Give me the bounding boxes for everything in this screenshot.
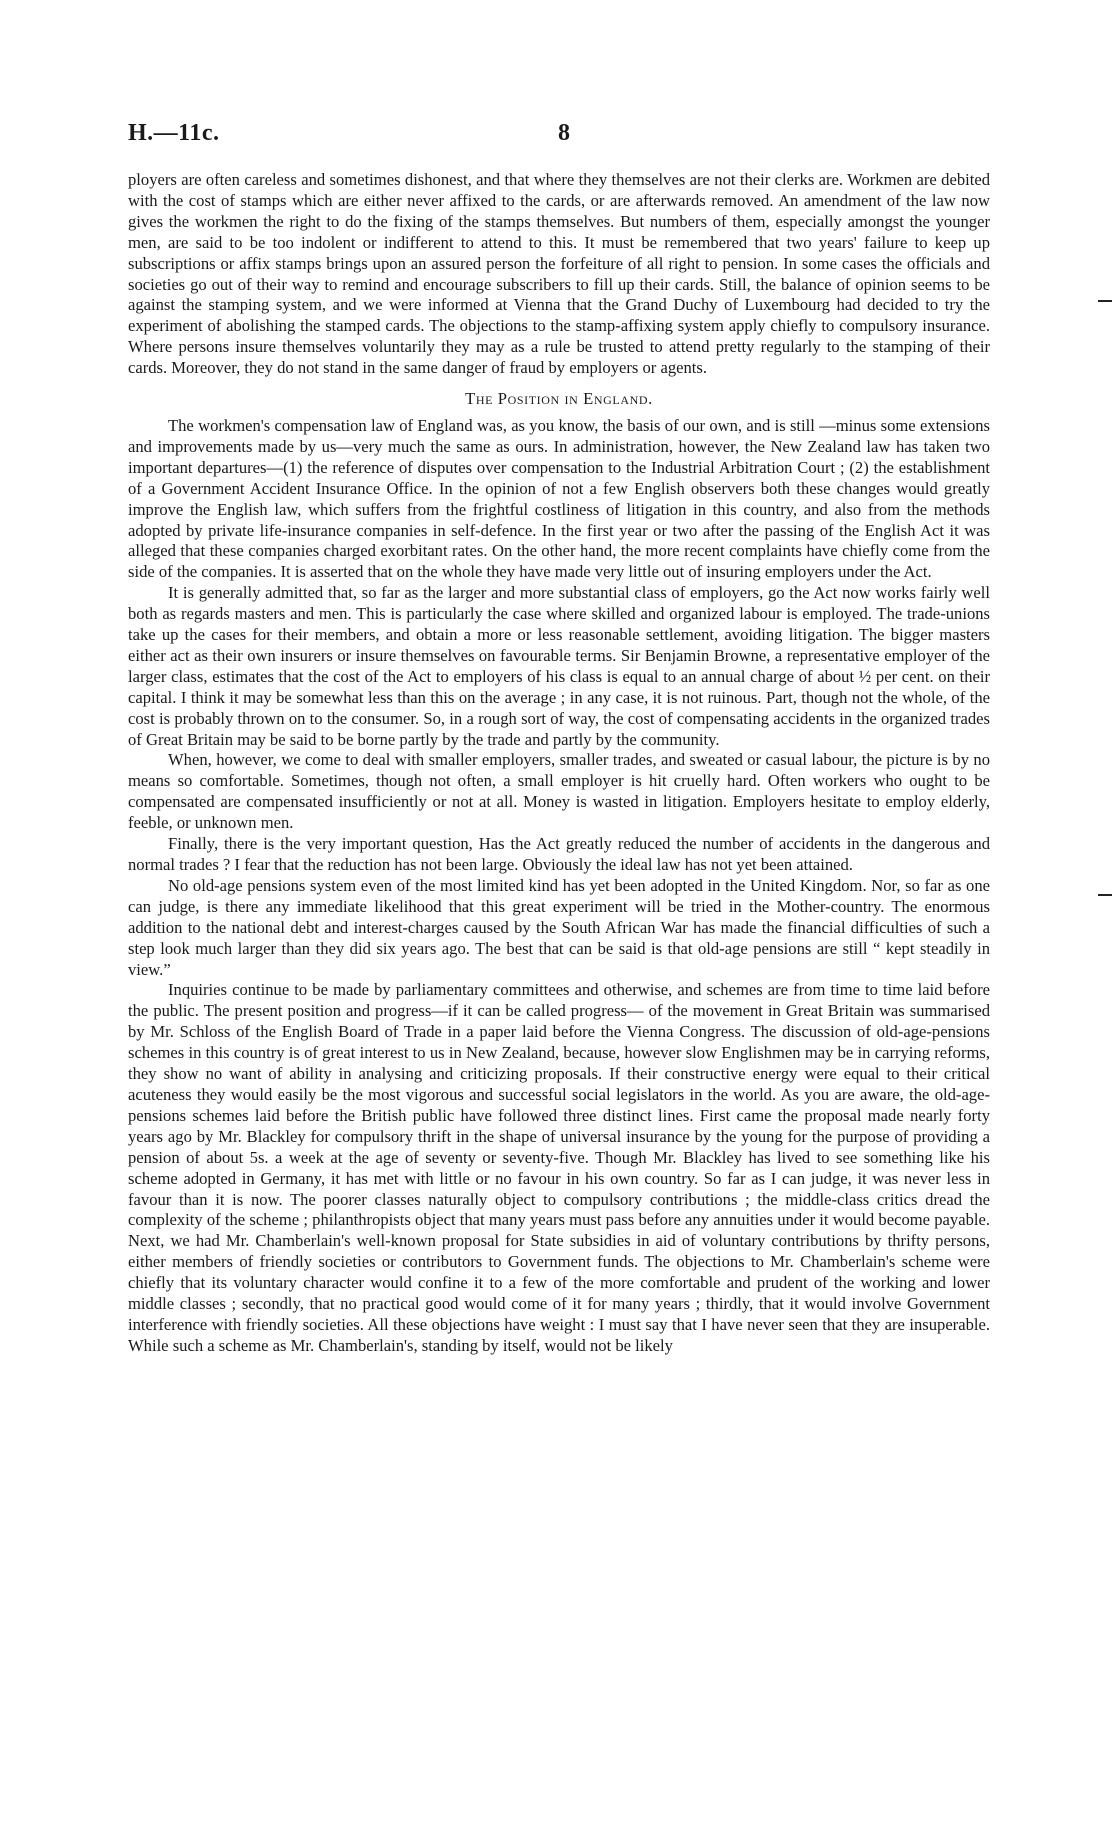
paragraph: When, however, we come to deal with smaller employers, smaller trades, and sweated or casual labour, the picture is by no means so comfortable. Sometimes, though not often, a small employer is hit cruelly hard. Often workers who ought to be compensated are compensated insufficiently or not at all. Money is wasted in litigation. Employers hesitate to employ elderly, feeble, or unknown men. — [128, 750, 990, 833]
paragraph: The workmen's compensation law of England was, as you know, the basis of our own, and is still —minus some extensions and improvements made by us—very much the same as ours. In administration, however, the New Zealand law has taken two important departures—(1) the reference of disputes over compensation to the Industrial Arbitration Court ; (2) the establishment of a Government Accident Insurance Office. In the opinion of not a few English observers both these changes would greatly improve the English law, which suffers from the frightful costliness of litigation in this country, and also from the methods adopted by private life-insurance companies in self-defence. In the first year or two after the passing of the English Act it was alleged that these companies charged exorbitant rates. On the other hand, the more recent complaints have chiefly come from the side of the companies. It is asserted that on the whole they have made very little out of insuring employers under the Act. — [128, 415, 990, 582]
page-number: 8 — [558, 120, 570, 146]
section-heading: The Position in England. — [465, 389, 653, 409]
paragraph: ployers are often careless and sometimes dishonest, and that where they themselves are not their clerks are. Workmen are debited with the cost of stamps which are either never affixed to the cards, or are afterwards removed. An amendment of the law now gives the workmen the right to do the fixing of the stamps themselves. But numbers of them, especially amongst the younger men, are said to be too indolent or indifferent to attend to this. It must be remembered that two years' failure to keep up subscriptions or affix stamps brings upon an assured person the forfeiture of all right to pension. In some cases the officials and societies go out of their way to remind and encourage subscribers to fill up their cards. Still, the balance of opinion seems to be against the stamping system, and we were informed at Vienna that the Grand Duchy of Luxembourg had decided to try the experiment of abolishing the stamped cards. The objections to the stamp-affixing system apply chiefly to compulsory insurance. Where persons insure themselves voluntarily they may as a rule be trusted to attend pretty regularly to the stamping of their cards. Moreover, they do not stand in the same danger of fraud by employers or agents. — [128, 170, 990, 378]
document-reference: H.—11c. — [128, 120, 220, 146]
page-header — [128, 120, 996, 156]
margin-mark — [1098, 894, 1112, 896]
paragraph: It is generally admitted that, so far as the larger and more substantial class of employers, go the Act now works fairly well both as regards masters and men. This is particularly the case where skilled and organized labour is employed. The trade-unions take up the cases for their members, and obtain a more or less reasonable settlement, avoiding litigation. The bigger masters either act as their own insurers or insure themselves on favourable terms. Sir Benjamin Browne, a representative employer of the larger class, estimates that the cost of the Act to employers of his class is equal to an annual charge of about ½ per cent. on their capital. I think it may be somewhat less than this on the average ; in any case, it is not ruinous. Part, though not the whole, of the cost is probably thrown on to the consumer. So, in a rough sort of way, the cost of compensating accidents in the organized trades of Great Britain may be said to be borne partly by the trade and partly by the community. — [128, 583, 990, 749]
paragraph: No old-age pensions system even of the most limited kind has yet been adopted in the United Kingdom. Nor, so far as one can judge, is there any immediate likelihood that this great experiment will be tried in the Mother-country. The enormous addition to the national debt and interest-charges caused by the South African War has made the financial difficulties of such a step look much larger than they did six years ago. The best that can be said is that old-age pensions are still “ kept steadily in view.” — [128, 875, 990, 979]
margin-mark — [1098, 300, 1112, 302]
paragraph: Finally, there is the very important question, Has the Act greatly reduced the number of accidents in the dangerous and normal trades ? I fear that the reduction has not been large. Obviously the ideal law has not yet been attained. — [128, 834, 990, 874]
body-text — [128, 170, 990, 1357]
paragraph: Inquiries continue to be made by parliamentary committees and otherwise, and schemes are from time to time laid before the public. The present position and progress—if it can be called progress— of the movement in Great Britain was summarised by Mr. Schloss of the English Board of Trade in a paper laid before the Vienna Congress. The discussion of old-age-pensions schemes in this country is of great interest to us in New Zealand, because, however slow Englishmen may be in carrying reforms, they show no want of ability in analysing and criticizing proposals. If their constructive energy were equal to their critical acuteness they would easily be the most vigorous and successful social legislators in the world. As you are aware, the old-age-pensions schemes laid before the British public have followed three distinct lines. First came the proposal made nearly forty years ago by Mr. Blackley for compulsory thrift in the shape of universal insurance by the young for the purpose of providing a pension of about 5s. a week at the age of seventy or seventy-five. Though Mr. Blackley has lived to see something like his scheme adopted in Germany, it has met with little or no favour in his own country. So far as I can judge, it was never less in favour than it is now. The poorer classes naturally object to compulsory contributions ; the middle-class critics dread the complexity of the scheme ; philanthropists object that many years must pass before any annuities under it would become payable. Next, we had Mr. Chamberlain's well-known proposal for State subsidies in aid of voluntary contributions by thrifty persons, either members of friendly societies or contributors to Government funds. The objections to Mr. Chamberlain's scheme were chiefly that its voluntary character would confine it to a few of the more comfortable and prudent of the working and lower middle classes ; secondly, that no practical good would come of it for many years ; thirdly, that it would involve Government interference with friendly societies. All these objections have weight : I must say that I have never seen that they are insuperable. While such a scheme as Mr. Chamberlain's, standing by itself, would not be likely — [128, 980, 990, 1355]
